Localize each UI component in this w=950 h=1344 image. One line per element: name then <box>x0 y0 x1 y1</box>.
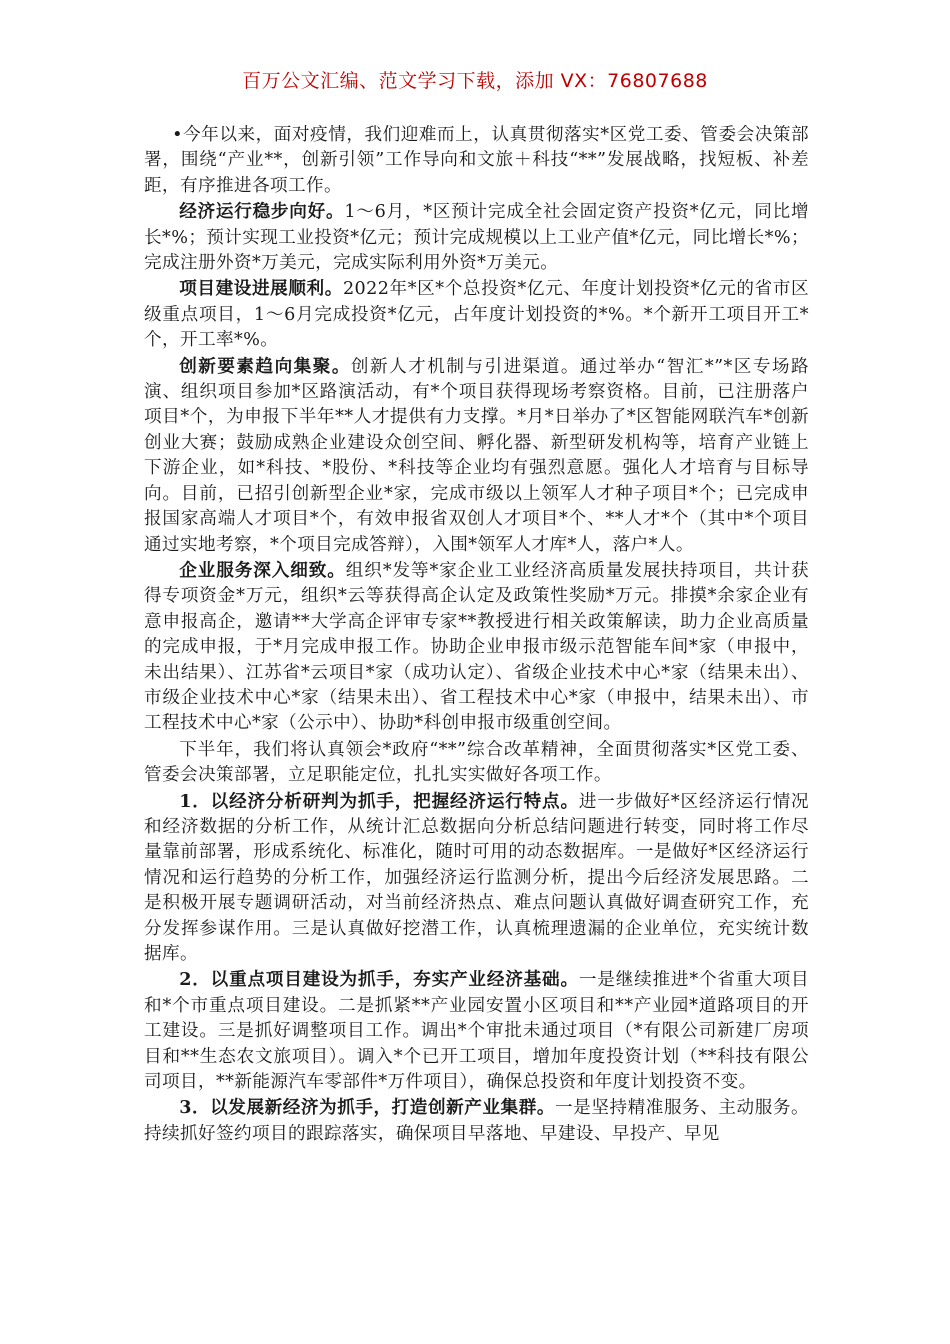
paragraph-item-2: 2．以重点项目建设为抓手，夯实产业经济基础。一是继续推进*个省重大项目和*个市重点项目建设。二是抓紧**产业园安置小区项目和**产业园*道路项目的开工建设。三是抓好调整项目工作。调出*个审批未通过项目（*有限公司新建厂房项目和**生态农文旅项目）。调入*个已开工项目，增加年度投资计划（**科技有限公司项目，**新能源汽车零部件*万件项目），确保总投资和年度计划投资不变。 <box>144 969 810 1093</box>
paragraph-heading: 创新要素趋向集聚。 <box>179 355 351 377</box>
paragraph-economy: 经济运行稳步向好。1～6月，*区预计完成全社会固定资产投资*亿元，同比增长*%；预计实现工业投资*亿元；预计完成规模以上工业产值*亿元，同比增长*%；完成注册外资*万美元，完成实际利用外资*万美元。 <box>144 201 809 274</box>
paragraph-enterprise-service: 企业服务深入细致。组织*发等*家企业工业经济高质量发展扶持项目，共计获得专项资金*万元，组织*云等获得高企认定及政策性奖励*万元。排摸*余家企业有意申报高企，邀请**大学高企评审专家**教授进行相关政策解读，助力企业高质量的完成申报，于*月完成申报工作。协助企业申报市级示范智能车间*家（申报中，未出结果）、江苏省*云项目*家（成功认定）、省级企业技术中心*家（结果未出）、市级企业技术中心*家（结果未出）、省工程技术中心*家（申报中，结果未出）、市工程技术中心*家（公示中）、协助*科创申报市级重创空间。 <box>144 559 809 734</box>
paragraph-heading: 项目建设进展顺利。 <box>179 278 343 300</box>
paragraph-item-3: 3．以发展新经济为抓手，打造创新产业集群。一是坚持精准服务、主动服务。持续抓好签约项目的跟踪落实，确保项目早落地、早建设、早投产、早见 <box>144 1097 809 1144</box>
paragraph-innovation: 创新要素趋向集聚。创新人才机制与引进渠道。通过举办“智汇*”*区专场路演、组织项目参加*区路演活动，有*个项目获得现场考察资格。目前，已注册落户项目*个，为申报下半年**人才提供有力支撑。*月*日举办了*区智能网联汽车*创新创业大赛；鼓励成熟企业建设众创空间、孵化器、新型研发机构等，培育产业链上下游企业，如*科技、*股份、*科技等企业均有强烈意愿。强化人才培育与目标导向。目前，已招引创新型企业*家，完成市级以上领军人才种子项目*个；已完成申报国家高端人才项目*个，有效申报省双创人才项目*个、**人才*个（其中*个项目通过实地考察，*个项目完成答辩），入围*领军人才库*人，落户*人。 <box>144 355 809 555</box>
paragraph-heading: 经济运行稳步向好。 <box>179 201 345 223</box>
paragraph-second-half: 下半年，我们将认真领会*政府“**”综合改革精神，全面贯彻落实*区党工委、管委会决策部署，立足职能定位，扎扎实实做好各项工作。 <box>144 739 809 786</box>
paragraph-item-1: 1．以经济分析研判为抓手，把握经济运行特点。进一步做好*区经济运行情况和经济数据的分析工作，从统计汇总数据向分析总结问题进行转变，同时将工作尽量靠前部署，形成系统化、标准化，随时可用的动态数据库。一是做好*区经济运行情况和运行趋势的分析工作，加强经济运行监测分析，提出今后经济发展思路。二是积极开展专题调研活动，对当前经济热点、难点问题认真做好调查研究工作，充分发挥参谋作用。三是认真做好挖潜工作，认真梳理遗漏的企业单位，充实统计数据库。 <box>144 790 810 964</box>
paragraph-heading: 3．以发展新经济为抓手，打造创新产业集群。 <box>179 1097 556 1119</box>
paragraph-projects: 项目建设进展顺利。2022年*区*个总投资*亿元、年度计划投资*亿元的省市区级重点项目，1～6月完成投资*亿元，占年度计划投资的*%。*个新开工项目开工*个，开工率*%。 <box>144 278 809 351</box>
document-body <box>144 122 809 1147</box>
watermark-header: 百万公文汇编、范文学习下载，添加 VX：76807688 <box>242 70 708 92</box>
paragraph-heading: 2．以重点项目建设为抓手，夯实产业经济基础。 <box>179 969 579 991</box>
paragraph-heading: 企业服务深入细致。 <box>179 559 346 581</box>
paragraph-heading: 1．以经济分析研判为抓手，把握经济运行特点。 <box>179 790 579 812</box>
paragraph-intro: •今年以来，面对疫情，我们迎难而上，认真贯彻落实*区党工委、管委会决策部署，围绕“产业**，创新引领”工作导向和文旅＋科技“**”发展战略，找短板、补差距，有序推进各项工作。 <box>144 125 809 196</box>
